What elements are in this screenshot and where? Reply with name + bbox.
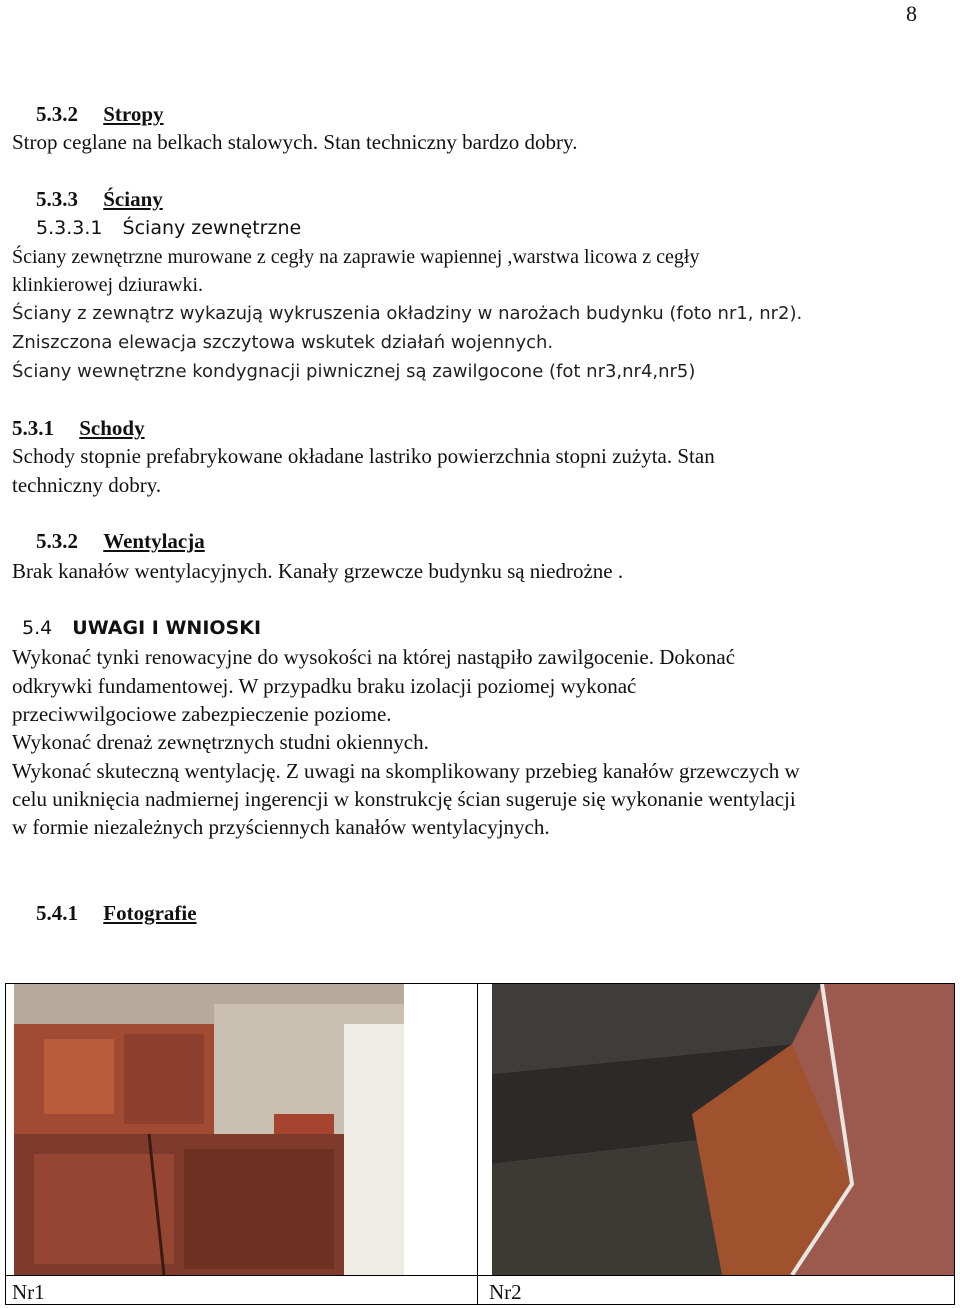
section-number: 5.3.2 — [36, 529, 78, 553]
section-heading-schody — [12, 414, 145, 442]
paragraph-line: techniczny dobry. — [12, 473, 162, 497]
paragraph-line: odkrywki fundamentowej. W przypadku braku izolacji poziomej wykonać — [12, 674, 637, 698]
section-title: UWAGI I WNIOSKI — [72, 617, 262, 639]
photo-nr2 — [492, 984, 954, 1275]
paragraph-line: klinkierowej dziurawki. — [12, 274, 204, 296]
paragraph-line: w formie niezależnych przyściennych kanałów wentylacyjnych. — [12, 815, 550, 839]
section-number: 5.4.1 — [36, 901, 78, 925]
section-heading-sciany — [36, 185, 163, 213]
paragraph-line: Wykonać tynki renowacyjne do wysokości na której nastąpiło zawilgocenie. Dokonać — [12, 645, 736, 669]
section-heading-fotografie — [36, 899, 197, 927]
section-number: 5.4 — [22, 617, 53, 639]
paragraph-line: Schody stopnie prefabrykowane okładane lastriko powierzchnia stopni zużyta. Stan — [12, 444, 715, 468]
section-title: Schody — [79, 416, 145, 440]
section-title: Ściany — [103, 187, 163, 211]
photo-nr1 — [14, 984, 404, 1275]
photo-caption: Nr2 — [489, 1280, 522, 1304]
subsection-number: 5.3.3.1 — [36, 217, 103, 239]
paragraph-line: Ściany wewnętrzne kondygnacji piwnicznej są zawilgocone (fot nr3,nr4,nr5) — [12, 361, 696, 382]
table-divider — [477, 983, 478, 1305]
paragraph-line: Ściany z zewnątrz wykazują wykruszenia okładziny w narożach budynku (foto nr1, nr2). — [12, 303, 803, 324]
paragraph-line: Wykonać skuteczną wentylację. Z uwagi na skomplikowany przebieg kanałów grzewczych w — [12, 759, 800, 783]
section-title: Stropy — [103, 102, 164, 126]
section-number: 5.3.2 — [36, 102, 78, 126]
section-heading-uwagi — [22, 614, 261, 642]
paragraph-line: Ściany zewnętrzne murowane z cegły na zaprawie wapiennej ,warstwa licowa z cegły — [12, 246, 700, 268]
section-title: Fotografie — [103, 901, 197, 925]
paragraph-wentylacja: Brak kanałów wentylacyjnych. Kanały grzewcze budynku są niedrożne . — [12, 559, 624, 583]
subsection-heading-sciany-zewnetrzne — [36, 214, 301, 242]
section-number: 5.3.1 — [12, 416, 54, 440]
section-heading-stropy — [36, 100, 164, 128]
table-divider — [5, 1275, 955, 1276]
page-number: 8 — [906, 1, 917, 26]
section-number: 5.3.3 — [36, 187, 78, 211]
brick-corner-photo — [14, 984, 404, 1275]
subsection-title: Ściany zewnętrzne — [122, 217, 302, 239]
paragraph-line: Zniszczona elewacja szczytowa wskutek działań wojennych. — [12, 332, 554, 353]
paragraph-line: przeciwwilgociowe zabezpieczenie poziome. — [12, 702, 392, 726]
section-title: Wentylacja — [103, 529, 205, 553]
paragraph-line: Wykonać drenaż zewnętrznych studni okiennych. — [12, 730, 429, 754]
paragraph-stropy: Strop ceglane na belkach stalowych. Stan techniczny bardzo dobry. — [12, 130, 578, 154]
photo-caption: Nr1 — [12, 1280, 45, 1304]
paragraph-line: celu uniknięcia nadmiernej ingerencji w konstrukcję ścian sugeruje się wykonanie wentylacji — [12, 787, 796, 811]
section-heading-wentylacja — [36, 527, 205, 555]
damaged-cladding-photo — [492, 984, 954, 1275]
